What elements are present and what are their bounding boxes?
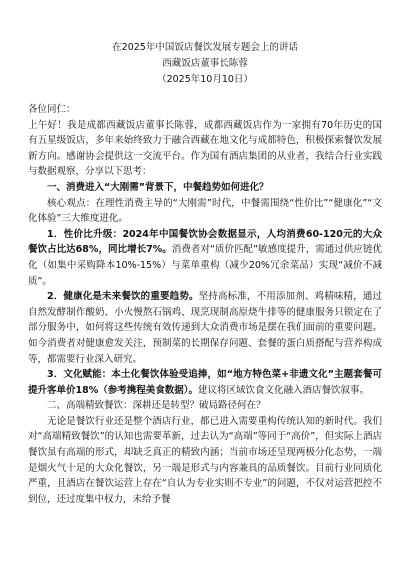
paragraph-lead-rest: 坚持高标准，不用添加剂、鸡精味精，通过自然发酵制作酸奶、小火慢熬石锅鸡、现烹现制高原烧牛排等的健康服务只锁定在了部分服务中，如何将这些传统有效传递到大众消费市场是摆在我们面前的重要问题。如今消费者对健康愈发关注，预制菜的长期保存问题、套餐的蛋白质搭配与营养构成等，都需要行业深入研究。 bbox=[28, 291, 382, 365]
paragraph-health-trend bbox=[28, 289, 382, 367]
salutation: 各位同仁： bbox=[28, 104, 76, 115]
date-line: （2025年10月10日） bbox=[157, 74, 253, 85]
paragraph-value-upgrade bbox=[28, 227, 382, 289]
paragraph-lead-bold: 1．性价比升级：2024年中国餐饮协会数据显示，人均消费60-120元的大众餐饮占比达68%，同比增长7%。 bbox=[28, 228, 382, 256]
paragraph-lead-rest: 消费者对“质价匹配”敏感度提升，需通过供应链优化（如集中采购降本10%-15%）与菜单重构（减少20%冗余菜品）实现“减价不减质”。 bbox=[28, 244, 382, 287]
speaker-line: 西藏饭店董事长陈蓉 bbox=[162, 58, 248, 69]
paragraph-lead-bold: 3．文化赋能：本土化餐饮体验受追捧，如“地方特色菜+非遗文化”主题套餐可提升客单价18%（参考携程美食数据）。 bbox=[28, 369, 382, 396]
section-heading-2: 二、高端精致餐饮：深耕还是转型？破局路径何在？ bbox=[47, 400, 266, 412]
document-header bbox=[28, 40, 382, 88]
paragraph-culture bbox=[28, 367, 382, 398]
paragraph-opening: 上午好！我是成都西藏饭店董事长陈蓉，成都西藏饭店作为一家拥有70年历史的国有五星级饭店，多年来始终致力于融合西藏在地文化与成都特色，积极探索餐饮发展新方向。感谢协会提供这一交流平台。作为国有酒店集团的从业者，我结合行业实践与数据观察，分享以下思考： bbox=[28, 119, 382, 178]
paragraph-high-end: 无论是餐饮行业还是整个酒店行业，都已进入需要重构传统认知的新时代。我们对“高端精致餐饮”的认知也需要革新，过去认为“高端”等同于“高价”，但实际上酒店餐饮虽有高端的形式，却缺乏真正的精致内涵；当前市场还呈现两极分化态势，一端是烟火气十足的大众化餐饮，另一端是形式与内容兼具的品质餐饮。目前行业同质化严重，且酒店在餐饮运营上存在“自认为专业实则不专业”的问题，不仅对运营把控不到位，还过度集中权力，未给予餐 bbox=[28, 415, 382, 505]
section-heading-1: 一、消费进入“大刚需”背景下，中餐趋势如何进化？ bbox=[47, 181, 269, 193]
paragraph-core-view: 核心观点：在理性消费主导的“大刚需”时代，中餐需围绕“性价比”“健康化”“文化体验”三大维度进化。 bbox=[28, 197, 382, 225]
paragraph-lead-rest: 建议将区域饮食文化融入酒店餐饮叙事。 bbox=[198, 384, 370, 396]
document-title: 在2025年中国饭店餐饮发展专题会上的讲话 bbox=[112, 42, 298, 53]
document-body bbox=[28, 118, 382, 508]
paragraph-lead-bold: 2．健康化是未来餐饮的重要趋势。 bbox=[47, 291, 199, 303]
